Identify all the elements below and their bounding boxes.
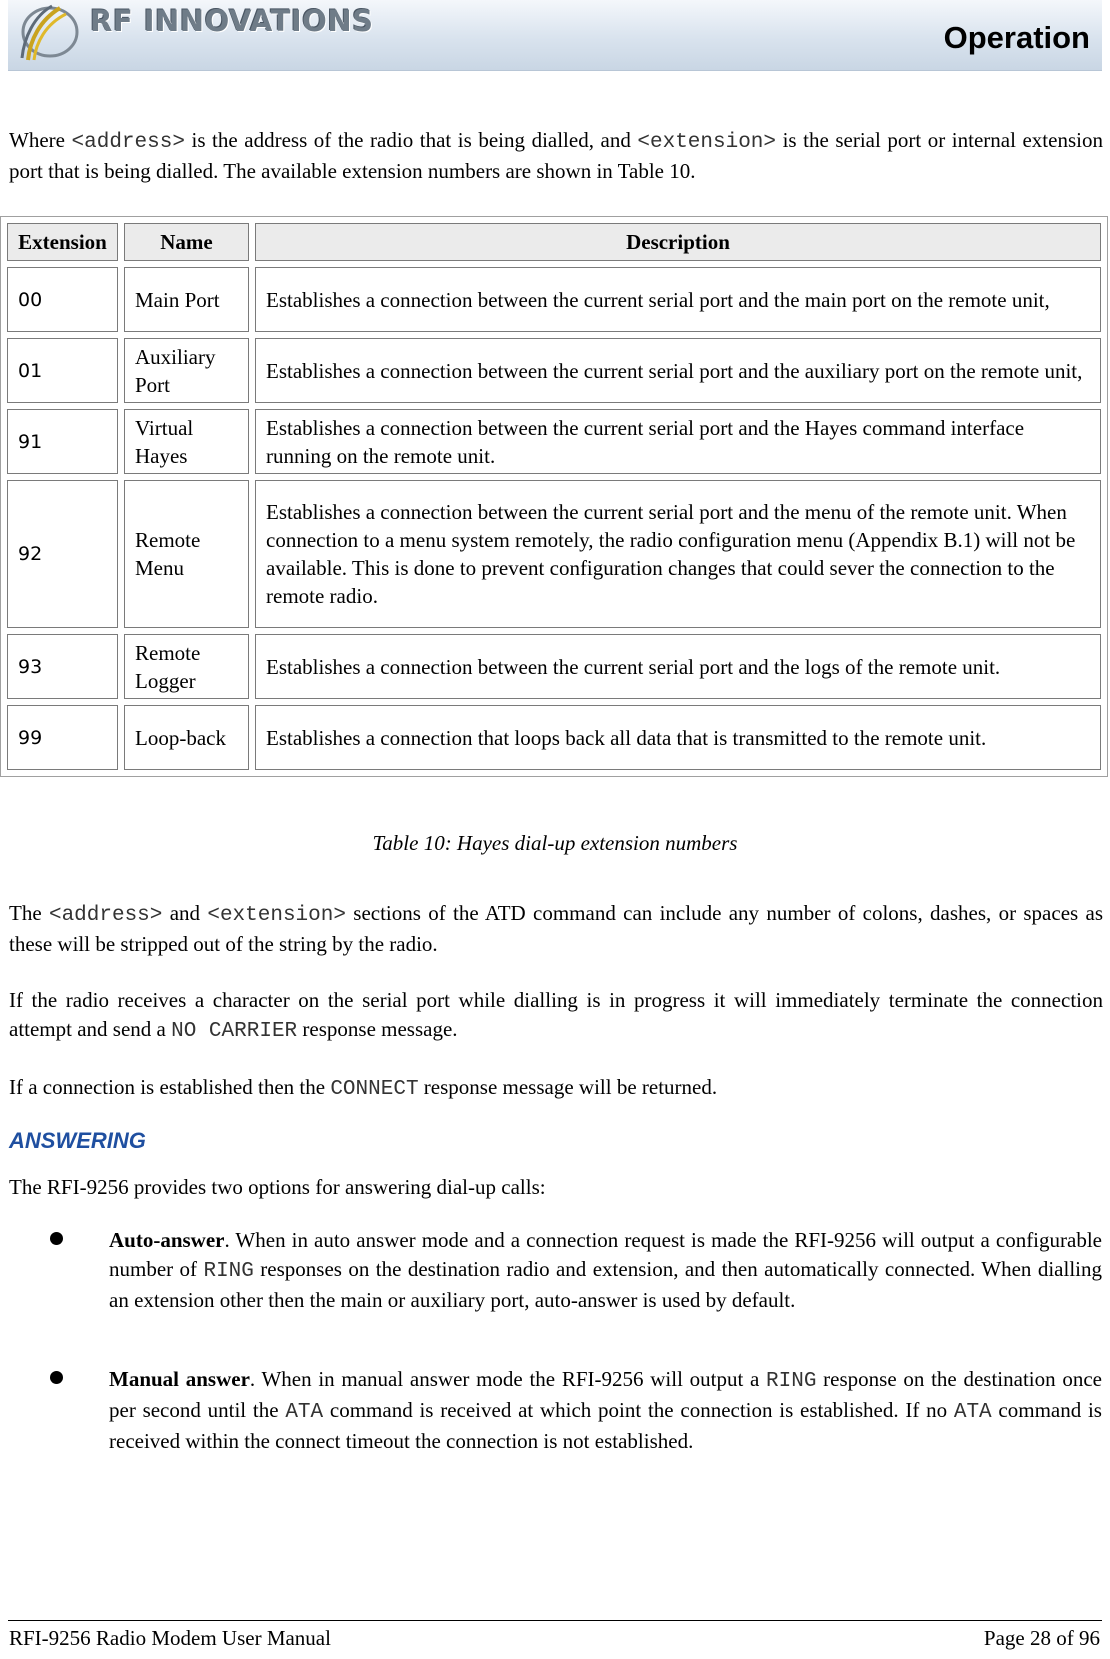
- ata-code: ATA: [285, 1401, 324, 1424]
- ata-code: ATA: [953, 1401, 992, 1424]
- ring-code: RING: [766, 1370, 817, 1393]
- answering-heading: ANSWERING: [9, 1128, 146, 1153]
- table-row: [7, 409, 1101, 474]
- strip-paragraph: The <address> and <extension> sections of the ATD command can include any number of colons, dashes, or spaces as these will be stripped out of the string by the radio.: [9, 901, 1103, 956]
- auto-answer-label: Auto-answer: [109, 1228, 225, 1252]
- answering-intro: The RFI-9256 provides two options for answering dial-up calls:: [9, 1175, 546, 1199]
- cell-name: Loop-back: [124, 705, 249, 770]
- col-header-description: Description: [255, 223, 1101, 261]
- no-carrier-code: NO CARRIER: [171, 1020, 298, 1043]
- section-title: Operation: [943, 20, 1090, 55]
- cell-extension: 92: [7, 480, 118, 628]
- connect-paragraph: If a connection is established then the CONNECT response message will be returned.: [9, 1075, 718, 1101]
- table-caption: Table 10: Hayes dial-up extension numbers: [372, 831, 738, 855]
- cell-extension: 01: [7, 338, 118, 403]
- terminate-paragraph: If the radio receives a character on the serial port while dialling is in progress it will immediately terminate the connection attempt and send a NO CARRIER response message.: [9, 988, 1103, 1043]
- intro-paragraph: Where <address> is the address of the radio that is being dialled, and <extension> is the serial port or internal extension port that is being dialled. The available extension numbers are shown in Table 10.: [9, 128, 1103, 183]
- extension-table: [0, 216, 1108, 777]
- table-row: [7, 705, 1101, 770]
- ring-code: RING: [203, 1260, 254, 1283]
- manual-answer-item: Manual answer. When in manual answer mode the RFI-9256 will output a RING response on the destination once per second until the ATA command is received at which point the connection is established. If no ATA command is received within the connect timeout the connection is not established.: [109, 1367, 1102, 1453]
- table-row: [7, 634, 1101, 699]
- auto-answer-item: Auto-answer. When in auto answer mode and a connection request is made the RFI-9256 will output a configurable number of RING responses on the destination radio and extension, and then automatically connected. When dialling an extension other then the main or auxiliary port, auto-answer is used by default.: [109, 1228, 1102, 1312]
- cell-name: Auxiliary Port: [124, 338, 249, 403]
- cell-name: Virtual Hayes: [124, 409, 249, 474]
- header-banner: [8, 0, 1102, 71]
- footer-divider: [8, 1620, 1102, 1621]
- table-row: [7, 267, 1101, 332]
- footer-manual-title: RFI-9256 Radio Modem User Manual: [9, 1626, 331, 1650]
- manual-answer-label: Manual answer: [109, 1367, 250, 1391]
- cell-description: Establishes a connection that loops back all data that is transmitted to the remote unit.: [255, 705, 1101, 770]
- cell-extension: 00: [7, 267, 118, 332]
- address-code: <address>: [71, 131, 185, 154]
- cell-description: Establishes a connection between the current serial port and the auxiliary port on the remote unit,: [255, 338, 1101, 403]
- cell-extension: 93: [7, 634, 118, 699]
- connect-code: CONNECT: [330, 1078, 419, 1101]
- cell-extension: 99: [7, 705, 118, 770]
- rf-innovations-logo-icon: [16, 2, 80, 64]
- cell-name: Main Port: [124, 267, 249, 332]
- cell-name: Remote Menu: [124, 480, 249, 628]
- cell-description: Establishes a connection between the current serial port and the logs of the remote unit.: [255, 634, 1101, 699]
- extension-code: <extension>: [207, 904, 346, 927]
- cell-description: Establishes a connection between the current serial port and the menu of the remote unit. When connection to a menu system remotely, the radio configuration menu (Appendix B.1) will not be available. This is done to prevent configuration changes that could sever the connection to the remote radio.: [255, 480, 1101, 628]
- table-header-row: [7, 223, 1101, 261]
- cell-extension: 91: [7, 409, 118, 474]
- table-row: [7, 338, 1101, 403]
- cell-description: Establishes a connection between the current serial port and the Hayes command interface running on the remote unit.: [255, 409, 1101, 474]
- col-header-extension: Extension: [7, 223, 118, 261]
- bullet-icon: [50, 1371, 63, 1384]
- bullet-icon: [50, 1232, 63, 1245]
- logo-wordmark: RF INNOVATIONS: [90, 4, 374, 38]
- cell-description: Establishes a connection between the current serial port and the main port on the remote unit,: [255, 267, 1101, 332]
- extension-code: <extension>: [637, 131, 777, 154]
- footer-page-number: Page 28 of 96: [983, 1626, 1100, 1650]
- col-header-name: Name: [124, 223, 249, 261]
- address-code: <address>: [48, 904, 163, 927]
- cell-name: Remote Logger: [124, 634, 249, 699]
- table-row: [7, 480, 1101, 628]
